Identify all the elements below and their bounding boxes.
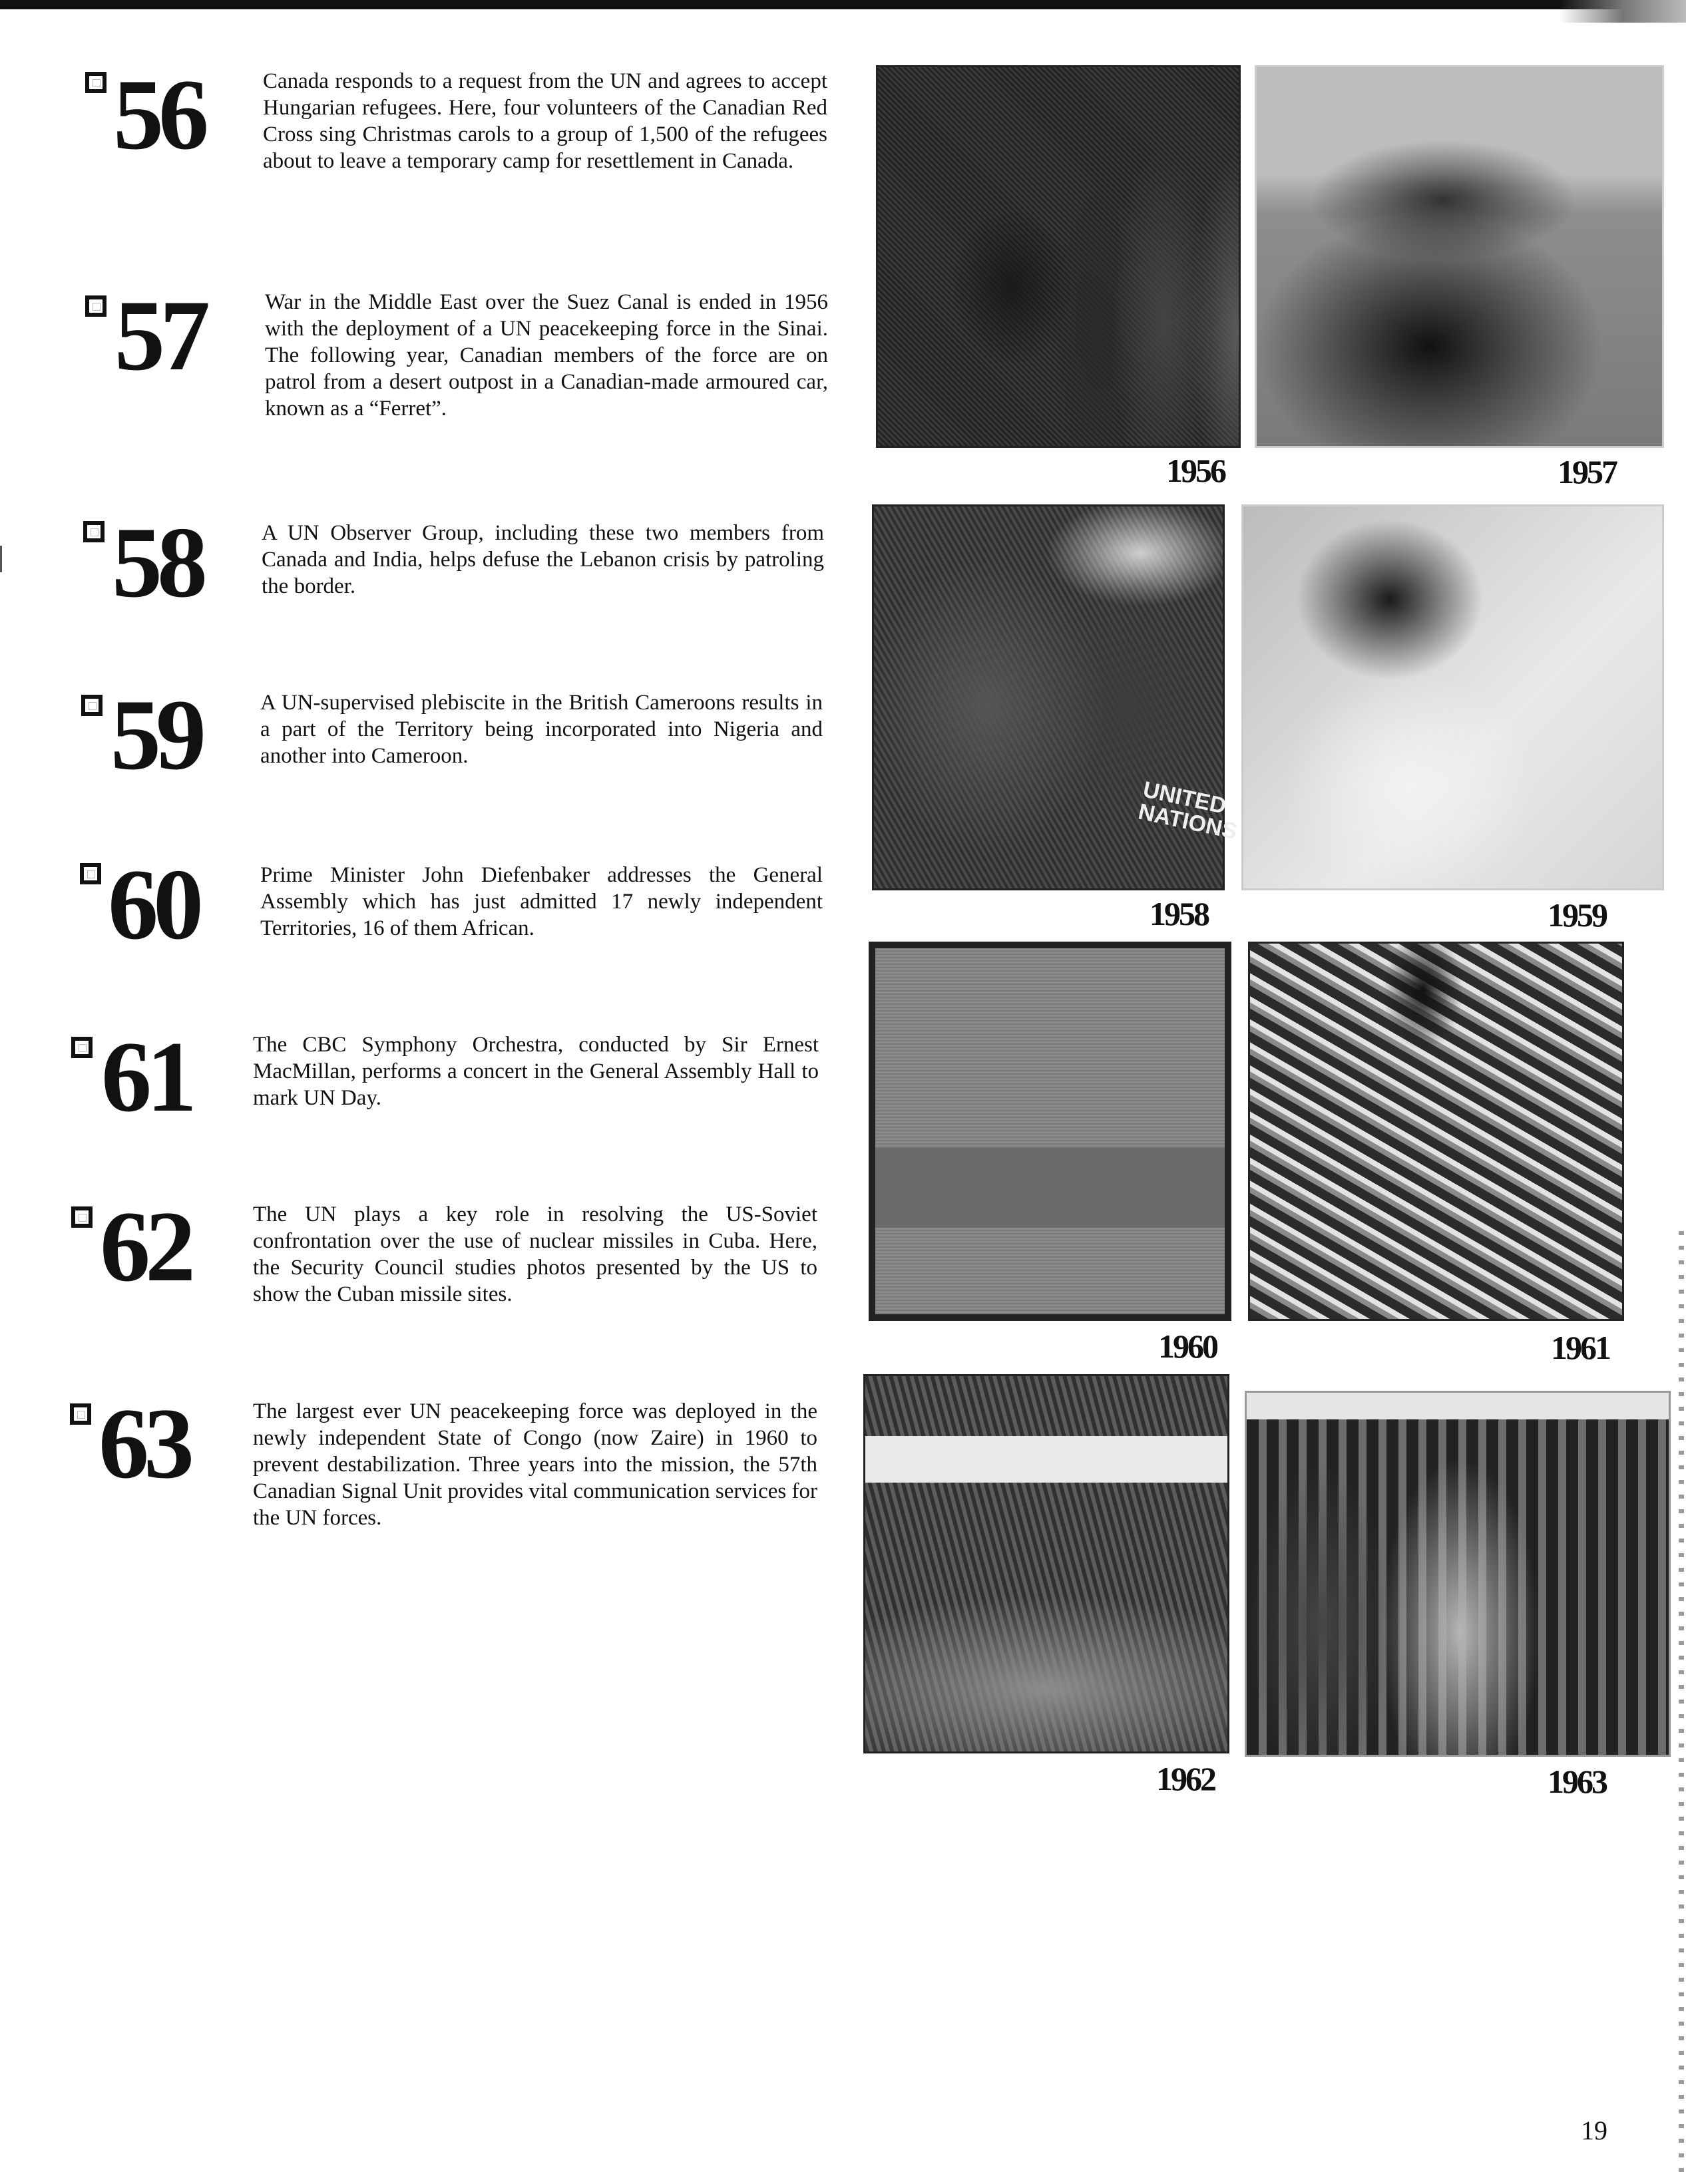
checkbox-marker-icon [80, 863, 101, 884]
entry-1963 [0, 1389, 865, 1562]
photo-caption: 1958 [1150, 895, 1208, 932]
entry-1956 [0, 60, 865, 233]
photo-red-cross-volunteers [876, 65, 1241, 448]
year-number: 56 [113, 59, 204, 170]
photo-ferret-armoured-car [1255, 65, 1664, 448]
photo-un-observers [872, 504, 1239, 890]
photo-signal-unit-congo [1245, 1391, 1671, 1757]
entry-text: War in the Middle East over the Suez Canal is ended in 1956 with the deployment of a UN peacekeeping force in the Sinai. The following year, Canadian members of the force are on patrol from a desert outpost in a Canadian-made armoured car, known as a “Ferret”. [265, 290, 828, 421]
armband-text: UNITED NATIONS [1136, 777, 1239, 845]
entry-1959 [0, 680, 865, 853]
photo-caption: 1959 [1548, 896, 1606, 934]
checkbox-marker-icon [71, 1037, 93, 1058]
checkbox-marker-icon [81, 695, 103, 716]
photo-caption: 1960 [1158, 1328, 1217, 1365]
photo-caption: 1957 [1558, 453, 1616, 490]
checkbox-marker-icon [85, 295, 106, 317]
photo-general-assembly-address [869, 942, 1231, 1321]
entry-text: A UN Observer Group, including these two members from Canada and India, helps defuse the Lebanon crisis by patroling the border. [262, 521, 824, 598]
photo-cbc-symphony [1248, 942, 1624, 1321]
year-number: 57 [114, 279, 205, 391]
photo-caption: 1961 [1551, 1329, 1609, 1366]
photo-caption: 1962 [1156, 1760, 1215, 1797]
entry-text: The UN plays a key role in resolving the US-Soviet confrontation over the use of nuclear missiles in Cuba. Here, the Security Council studies photos presented by the US to show the Cuban missile sites. [253, 1202, 817, 1306]
page-number: 19 [1581, 2115, 1607, 2145]
year-number: 60 [108, 848, 198, 960]
entry-1960 [0, 850, 865, 1023]
scan-edge [1679, 1231, 1684, 2176]
checkbox-marker-icon [70, 1403, 91, 1425]
entry-1962 [0, 1190, 865, 1364]
photo-cameroons-plebiscite [1241, 504, 1664, 890]
photo-security-council [863, 1374, 1229, 1753]
entry-1957 [0, 279, 865, 453]
checkbox-marker-icon [71, 1206, 93, 1228]
year-number: 61 [101, 1021, 192, 1133]
top-rule [0, 0, 1686, 9]
year-number: 62 [100, 1190, 190, 1302]
year-number: 59 [110, 679, 201, 791]
entry-1961 [0, 1021, 865, 1194]
entry-text: The CBC Symphony Orchestra, conducted by Sir Ernest MacMillan, performs a concert in the General Assembly Hall to mark UN Day. [253, 1033, 819, 1110]
scan-artifact [1560, 0, 1686, 23]
checkbox-marker-icon [85, 72, 106, 93]
year-number: 63 [99, 1387, 189, 1499]
entry-text: A UN-supervised plebiscite in the British Cameroons results in a part of the Territory being incorporated into Nigeria and another into Cameroon. [260, 691, 823, 768]
checkbox-marker-icon [83, 521, 105, 542]
entry-1958 [0, 506, 865, 682]
year-number: 58 [112, 506, 202, 618]
entry-text: Prime Minister John Diefenbaker addresses the General Assembly which has just admitted 17 newly independent Territories, 16 of them African. [260, 863, 823, 940]
photo-caption: 1963 [1548, 1763, 1606, 1800]
photo-caption: 1956 [1166, 452, 1225, 489]
entry-text: The largest ever UN peacekeeping force was deployed in the newly independent State of Congo (now Zaire) in 1960 to prevent destabilization. Three years into the mission, the 57th Canadian Signal Unit provides vital communication services for the UN forces. [253, 1399, 817, 1530]
entry-text: Canada responds to a request from the UN and agrees to accept Hungarian refugees. Here, four volunteers of the Canadian Red Cross sing Christmas carols to a group of 1,500 of the refugees about to leave a temporary camp for resettlement in Canada. [263, 69, 827, 173]
